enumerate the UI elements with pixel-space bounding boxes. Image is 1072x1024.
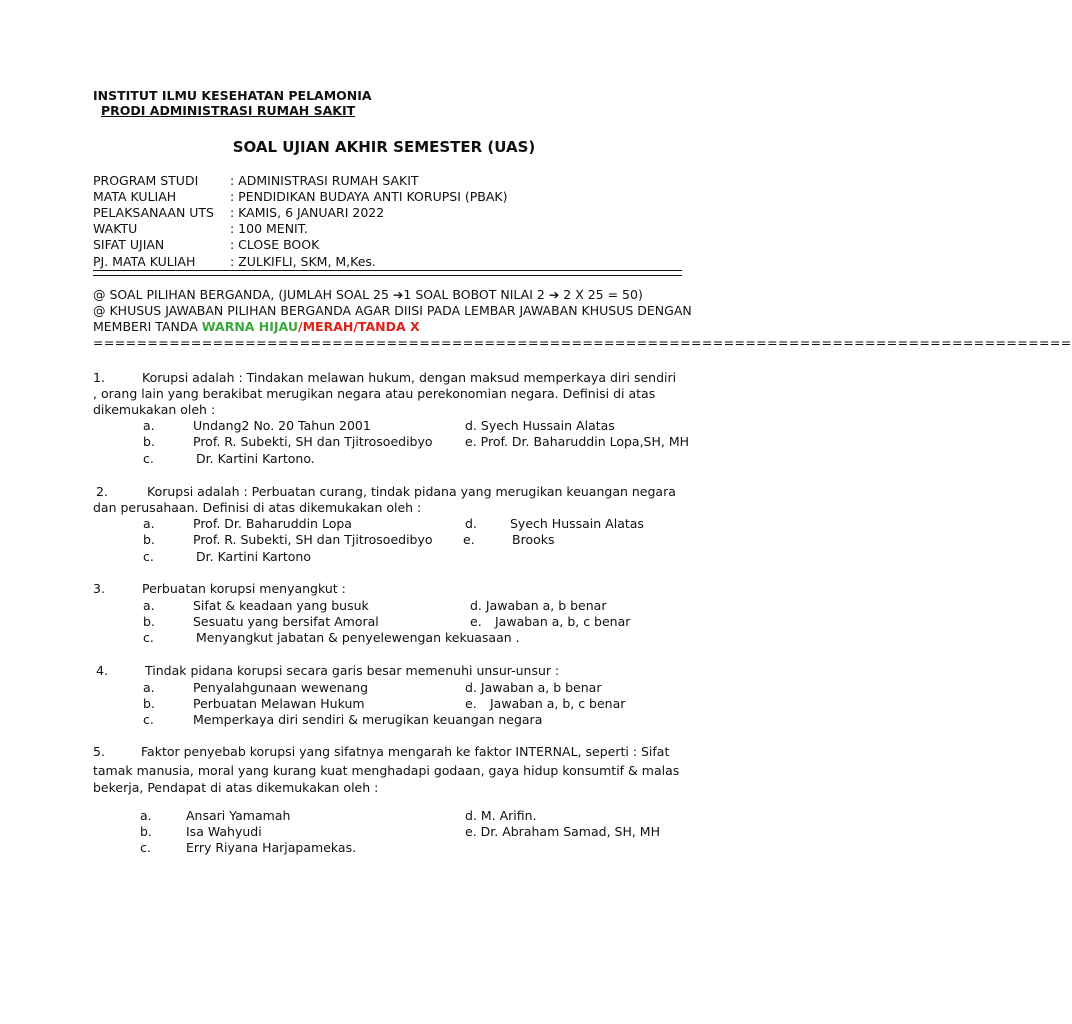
note-slash: /	[298, 319, 303, 334]
option-letter: a.	[143, 680, 155, 695]
option-text: Jawaban a, b, c benar	[495, 614, 631, 629]
note-text: @ SOAL PILIHAN BERGANDA, (JUMLAH SOAL 25	[93, 287, 393, 302]
option-letter: c.	[143, 451, 154, 466]
option-text: Prof. Dr. Baharuddin Lopa	[193, 516, 352, 531]
option-text: Menyangkut jabatan & penyelewengan kekuasaan .	[196, 630, 520, 645]
question-text: Perbuatan korupsi menyangkut :	[142, 581, 346, 596]
option-letter: c.	[140, 840, 151, 855]
question-text: Korupsi adalah : Perbuatan curang, tindak pidana yang merugikan keuangan negara dan perusahaan. Definisi di atas dikemukakan oleh :	[93, 484, 676, 515]
note-green-text: WARNA HIJAU	[201, 319, 299, 334]
question-number: 5.	[93, 744, 105, 759]
option-letter: b.	[143, 434, 155, 449]
prodi-name: PRODI ADMINISTRASI RUMAH SAKIT	[101, 103, 356, 118]
note-text: MEMBERI TANDA	[93, 319, 202, 334]
info-label: PELAKSANAAN UTS	[93, 205, 214, 220]
option-letter: c.	[143, 712, 154, 727]
option-text: Undang2 No. 20 Tahun 2001	[193, 418, 371, 433]
option-letter: e.	[470, 614, 482, 629]
institution-name: INSTITUT ILMU KESEHATAN PELAMONIA	[93, 88, 372, 103]
info-label: MATA KULIAH	[93, 189, 177, 204]
question-text: Korupsi adalah : Tindakan melawan hukum, dengan maksud memperkaya diri sendiri , orang lain yang berakibat merugikan negara atau perekonomian negara. Definisi di atas dikemukakan oleh :	[93, 370, 677, 417]
info-label: SIFAT UJIAN	[93, 237, 165, 252]
note-memberi-tanda	[93, 319, 420, 335]
option-text: Ansari Yamamah	[186, 808, 291, 823]
info-label: WAKTU	[93, 221, 138, 236]
option-letter: b.	[140, 824, 152, 839]
option-text: Prof. R. Subekti, SH dan Tjitrosoedibyo	[193, 532, 433, 547]
option-letter: c.	[143, 630, 154, 645]
option-letter: a.	[143, 516, 155, 531]
option-text: Syech Hussain Alatas	[510, 516, 644, 531]
note-text: 2 X 25 = 50)	[559, 287, 643, 302]
option-text: e. Prof. Dr. Baharuddin Lopa,SH, MH	[465, 434, 690, 449]
question-text-line-3: bekerja, Pendapat di atas dikemukakan oleh :	[93, 780, 379, 795]
option-letter: a.	[140, 808, 152, 823]
option-text: Sifat & keadaan yang busuk	[193, 598, 369, 613]
info-value: : 100 MENIT.	[230, 221, 308, 236]
info-value: : ZULKIFLI, SKM, M,Kes.	[230, 254, 376, 269]
question-text: Tindak pidana korupsi secara garis besar memenuhi unsur-unsur :	[145, 663, 560, 678]
option-text: Brooks	[512, 532, 555, 547]
option-letter: e.	[463, 532, 475, 547]
option-text: Penyalahgunaan wewenang	[193, 680, 369, 695]
option-letter: b.	[143, 532, 155, 547]
option-text: Memperkaya diri sendiri & merugikan keuangan negara	[193, 712, 543, 727]
option-text: d. M. Arifin.	[465, 808, 537, 823]
note-khusus-jawaban: @ KHUSUS JAWABAN PILIHAN BERGANDA AGAR DIISI PADA LEMBAR JAWABAN KHUSUS DENGAN	[93, 303, 692, 318]
info-value: : ADMINISTRASI RUMAH SAKIT	[230, 173, 419, 188]
note-soal-pilihan	[93, 287, 643, 303]
option-text: Jawaban a, b, c benar	[490, 696, 626, 711]
option-text: d. Jawaban a, b benar	[465, 680, 602, 695]
option-text: d. Jawaban a, b benar	[470, 598, 607, 613]
option-letter: a.	[143, 598, 155, 613]
info-value: : CLOSE BOOK	[230, 237, 320, 252]
question-text-line-2: tamak manusia, moral yang kurang kuat menghadapi godaan, gaya hidup konsumtif & malas	[93, 763, 680, 778]
option-letter: a.	[143, 418, 155, 433]
option-text: Prof. R. Subekti, SH dan Tjitrosoedibyo	[193, 434, 433, 449]
note-red-text: MERAH/TANDA X	[302, 319, 420, 334]
question-number: 4.	[96, 663, 108, 678]
double-divider	[93, 270, 682, 276]
option-letter: c.	[143, 549, 154, 564]
question-number: 3.	[93, 581, 105, 596]
option-text: Erry Riyana Harjapamekas.	[186, 840, 357, 855]
option-letter: d.	[465, 516, 477, 531]
arrow-icon: ➔	[548, 287, 560, 302]
option-text: d. Syech Hussain Alatas	[465, 418, 615, 433]
equals-separator: ==========================================================================================	[93, 335, 1072, 350]
option-text: Dr. Kartini Kartono	[196, 549, 311, 564]
question-number: 2.	[96, 484, 108, 499]
option-text: Dr. Kartini Kartono.	[196, 451, 315, 466]
option-letter: b.	[143, 696, 155, 711]
arrow-icon: ➔	[392, 287, 404, 302]
option-text: e. Dr. Abraham Samad, SH, MH	[465, 824, 660, 839]
option-letter: b.	[143, 614, 155, 629]
exam-title: SOAL UJIAN AKHIR SEMESTER (UAS)	[232, 138, 536, 156]
info-value: : KAMIS, 6 JANUARI 2022	[230, 205, 385, 220]
info-label: PJ. MATA KULIAH	[93, 254, 196, 269]
option-letter: e.	[465, 696, 477, 711]
question-number: 1.	[93, 370, 105, 385]
note-text: 1 SOAL BOBOT NILAI 2	[403, 287, 549, 302]
option-text: Sesuatu yang bersifat Amoral	[193, 614, 379, 629]
question-text-line-1: Faktor penyebab korupsi yang sifatnya mengarah ke faktor INTERNAL, seperti : Sifat	[141, 744, 670, 759]
info-label: PROGRAM STUDI	[93, 173, 199, 188]
info-value: : PENDIDIKAN BUDAYA ANTI KORUPSI (PBAK)	[230, 189, 508, 204]
option-text: Perbuatan Melawan Hukum	[193, 696, 365, 711]
option-text: Isa Wahyudi	[186, 824, 262, 839]
